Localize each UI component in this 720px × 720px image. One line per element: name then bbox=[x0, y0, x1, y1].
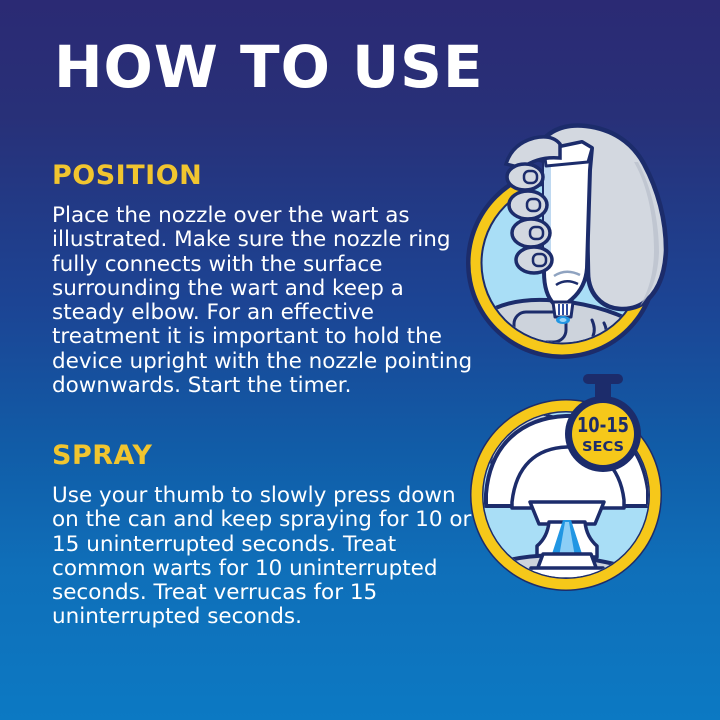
position-body-text: Place the nozzle over the wart as illustrated. Make sure the nozzle ring fully connects with the surface surrounding the wart and keep a steady elbow. For an effective treatment it is important to hold the device upright with the nozzle pointing downwards. Start the timer. bbox=[52, 203, 473, 399]
nozzle-spray-icon bbox=[440, 370, 702, 612]
timer-duration-label: 10-15 bbox=[577, 413, 629, 437]
spray-can-icon bbox=[544, 142, 592, 304]
position-illustration bbox=[442, 118, 682, 370]
spray-illustration bbox=[440, 370, 702, 612]
spray-body-text: Use your thumb to slowly press down on the can and keep spraying for 10 or 15 uninterrupted seconds. Treat common warts for 10 uninterrupted seconds. Treat verrucas for 15 uninterrupted seconds. bbox=[52, 483, 472, 630]
hand-holding-spray-device-icon bbox=[442, 118, 682, 370]
spray-heading: SPRAY bbox=[52, 440, 153, 471]
page-title: HOW TO USE bbox=[54, 33, 484, 101]
position-heading: POSITION bbox=[52, 160, 203, 191]
section-position bbox=[52, 160, 476, 398]
section-spray bbox=[52, 440, 476, 630]
timer-badge bbox=[565, 374, 641, 472]
stopwatch-stem-icon bbox=[595, 380, 611, 398]
timer-unit-label: SECS bbox=[582, 439, 624, 455]
